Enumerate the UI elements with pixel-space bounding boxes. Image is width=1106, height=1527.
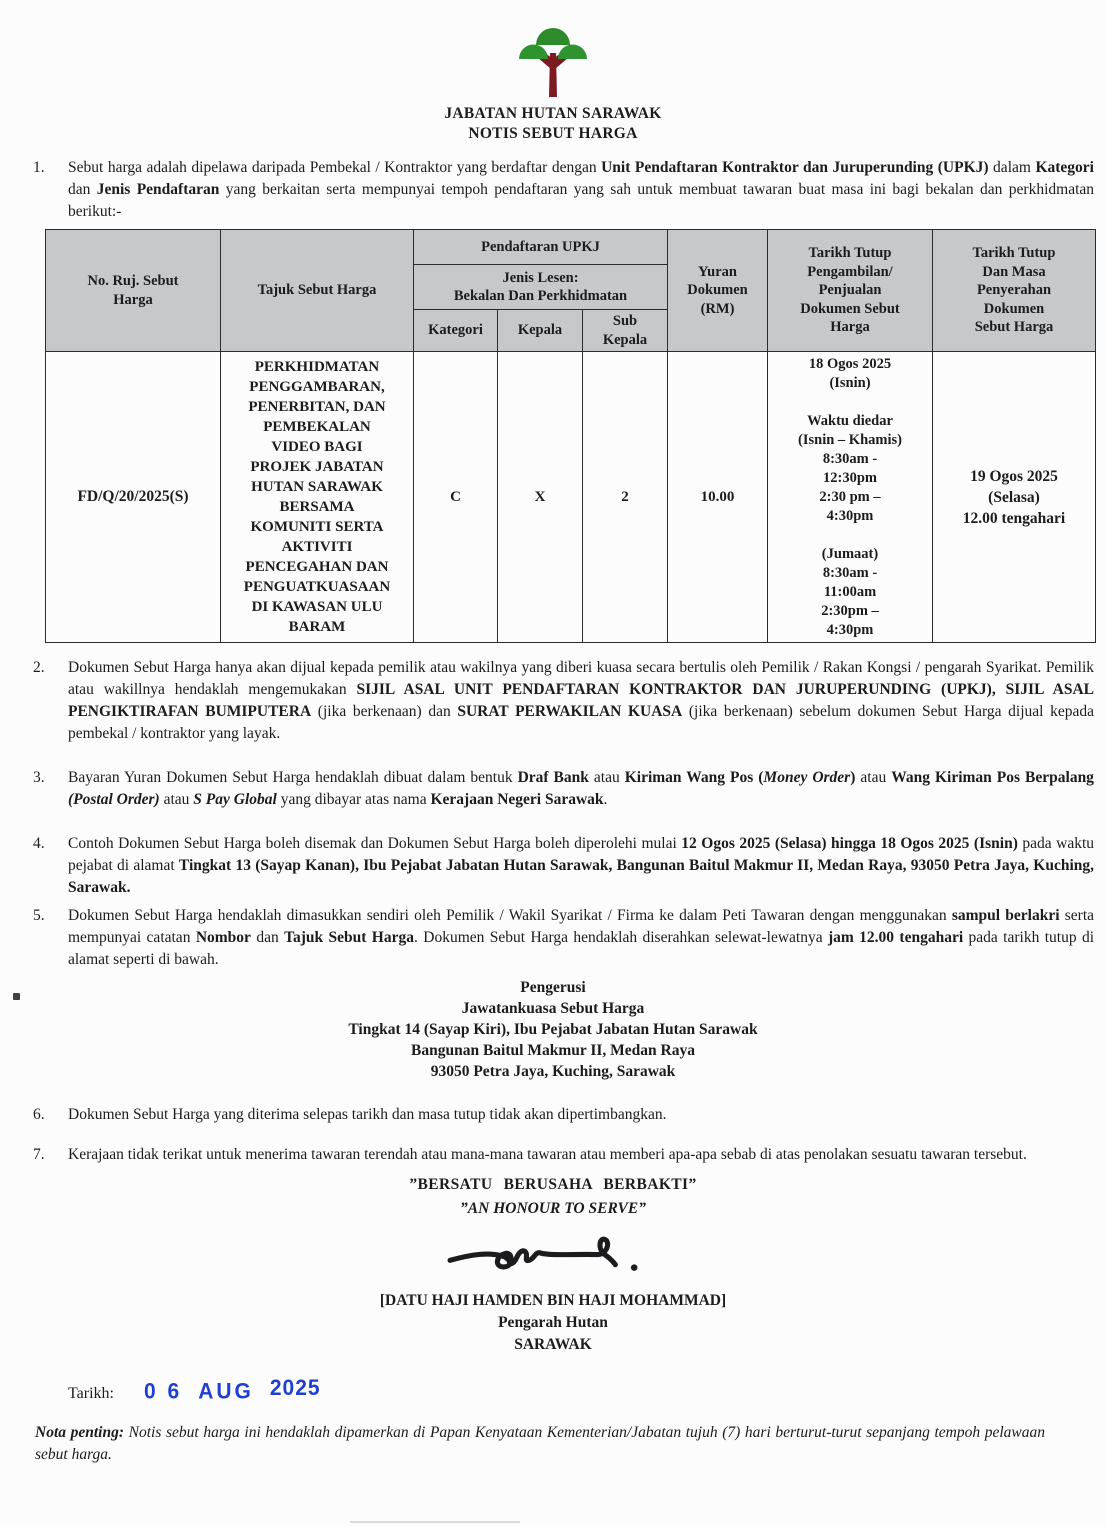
address-line: Tingkat 14 (Sayap Kiri), Ibu Pejabat Jabatan Hutan Sarawak <box>348 1021 758 1038</box>
address-line: Bangunan Baitul Makmur II, Medan Raya <box>411 1042 695 1059</box>
address-line: Jawatankuasa Sebut Harga <box>461 1000 645 1017</box>
stamp-day: 0 6 <box>143 1379 183 1404</box>
item-number: 5. <box>33 907 45 924</box>
date-row <box>68 1376 1106 1404</box>
col-header-tutup-penyerahan: Tarikh Tutup Dan Masa Penyerahan Dokumen Sebut Harga <box>933 230 1096 352</box>
item-text: Dokumen Sebut Harga yang diterima selepas tarikh dan masa tutup tidak akan dipertimbangkan. <box>68 1106 667 1123</box>
item-number: 7. <box>33 1146 45 1163</box>
agency-logo <box>0 13 1106 102</box>
item-text: Bayaran Yuran Dokumen Sebut Harga hendaklah dibuat dalam bentuk Draf Bank atau Kiriman Wang Pos (Money Order) atau Wang Kiriman Pos Berpalang (Postal Order) atau S Pay Global yang dibayar atas nama Kerajaan Negeri Sarawak. <box>68 769 1094 808</box>
numbered-item-6 <box>33 1104 1094 1126</box>
signatory-region: SARAWAK <box>514 1336 592 1353</box>
item-text: Contoh Dokumen Sebut Harga boleh disemak dan Dokumen Sebut Harga boleh diperolehi mulai 12 Ogos 2025 (Selasa) hingga 18 Ogos 2025 (Isnin) pada waktu pejabat di alamat Tingkat 13 (Sayap Kanan), Ibu Pejabat Jabatan Hutan Sarawak, Bangunan Baitul Makmur II, Medan Raya, 93050 Petra Jaya, Kuching, Sarawak. <box>68 835 1095 896</box>
numbered-item-5 <box>33 905 1094 971</box>
doc-title: NOTIS SEBUT HARGA <box>468 124 638 142</box>
item-number: 1. <box>33 159 45 176</box>
item-number: 3. <box>33 769 45 786</box>
cell-tajuk: PERKHIDMATAN PENGGAMBARAN, PENERBITAN, DAN PEMBEKALAN VIDEO BAGI PROJEK JABATAN HUTAN SARAWAK BERSAMA KOMUNITI SERTA AKTIVITI PENCEGAHAN DAN PENGUATKUASAAN DI KAWASAN ULU BARAM <box>221 352 414 643</box>
item-text: Sebut harga adalah dipelawa daripada Pembekal / Kontraktor yang berdaftar dengan Unit Pendaftaran Kontraktor dan Juruperunding (UPKJ) dalam Kategori dan Jenis Pendaftaran yang berkaitan serta mempunyai tempoh pendaftaran yang sah untuk membuat tawaran buat masa ini bagi bekalan dan perkhidmatan berikut:- <box>68 159 1095 220</box>
cell-tutup-pengambilan: 18 Ogos 2025 (Isnin) Waktu diedar (Isnin – Khamis) 8:30am - 12:30pm 2:30 pm – 4:30pm (Jumaat) 8:30am - 11:00am 2:30pm – 4:30pm <box>768 352 933 643</box>
scan-artifact-line <box>350 1521 520 1523</box>
org-title: JABATAN HUTAN SARAWAK <box>444 105 662 122</box>
signatory-title: Pengarah Hutan <box>498 1314 608 1331</box>
item-text: Dokumen Sebut Harga hanya akan dijual kepada pemilik atau wakilnya yang diberi kuasa secara bertulis oleh Pemilik / Rakan Kongsi / pengarah Syarikat. Pemilik atau wakillnya hendaklah mengemukakan SIJIL ASAL UNIT PENDAFTARAN KONTRAKTOR DAN JURUPERUNDING (UPKJ), SIJIL ASAL PENGIKTIRAFAN BUMIPUTERA (jika berkenaan) dan SURAT PERWAKILAN KUASA (jika berkenaan) sebelum dokumen Sebut Harga dijual kepada pembekal / kontraktor yang layak. <box>68 659 1094 742</box>
date-stamp <box>143 1376 321 1404</box>
motto-english: ”AN HONOUR TO SERVE” <box>460 1200 646 1217</box>
col-header-no-ruj: No. Ruj. Sebut Harga <box>46 230 221 352</box>
cell-sub-kepala: 2 <box>583 352 668 643</box>
submission-address-block <box>0 977 1106 1082</box>
numbered-item-3 <box>33 767 1094 811</box>
address-line: Pengerusi <box>520 979 586 996</box>
cell-tutup-penyerahan: 19 Ogos 2025 (Selasa) 12.00 tengahari <box>933 352 1096 643</box>
col-header-kepala: Kepala <box>498 310 583 352</box>
item-number: 6. <box>33 1106 45 1123</box>
col-header-kategori: Kategori <box>414 310 498 352</box>
quotation-table <box>45 229 1096 643</box>
handwritten-signature-icon <box>408 1227 698 1285</box>
table-row <box>46 352 1096 643</box>
numbered-item-2 <box>33 657 1094 745</box>
stamp-year: 2025 <box>269 1376 321 1401</box>
motto-malay: ”BERSATU BERUSAHA BERBAKTI” <box>409 1176 697 1193</box>
cell-kategori: C <box>414 352 498 643</box>
numbered-item-7 <box>33 1144 1094 1166</box>
address-line: 93050 Petra Jaya, Kuching, Sarawak <box>430 1063 676 1080</box>
col-header-tajuk: Tajuk Sebut Harga <box>221 230 414 352</box>
scan-artifact-mark <box>13 993 20 1000</box>
signature <box>0 1227 1106 1290</box>
col-header-yuran: Yuran Dokumen (RM) <box>668 230 768 352</box>
col-header-tutup-pengambilan: Tarikh Tutup Pengambilan/ Penjualan Dokumen Sebut Harga <box>768 230 933 352</box>
item-text: Kerajaan tidak terikat untuk menerima tawaran terendah atau mana-mana tawaran atau memberi apa-apa sebab di atas penolakan sesuatu tawaran tersebut. <box>68 1146 1027 1163</box>
item-number: 2. <box>33 659 45 676</box>
cell-yuran: 10.00 <box>668 352 768 643</box>
date-label: Tarikh: <box>68 1385 114 1402</box>
col-header-upkj-group: Pendaftaran UPKJ <box>414 230 668 265</box>
tree-logo-icon <box>518 13 588 97</box>
col-header-sub-kepala: Sub Kepala <box>583 310 668 352</box>
stamp-month: AUG <box>198 1379 254 1404</box>
col-header-jenis-lesen: Jenis Lesen: Bekalan Dan Perkhidmatan <box>414 265 668 310</box>
signatory-name: [DATU HAJI HAMDEN BIN HAJI MOHAMMAD] <box>379 1292 727 1309</box>
cell-kepala: X <box>498 352 583 643</box>
important-note: Nota penting: Notis sebut harga ini hendaklah dipamerkan di Papan Kenyataan Kementerian/Jabatan tujuh (7) hari berturut-turut sepanjang tempoh pelawaan sebut harga. <box>35 1424 1046 1463</box>
item-text: Dokumen Sebut Harga hendaklah dimasukkan sendiri oleh Pemilik / Wakil Syarikat / Firma ke dalam Peti Tawaran dengan menggunakan sampul berlakri serta mempunyai catatan Nombor dan Tajuk Sebut Harga. Dokumen Sebut Harga hendaklah diserahkan selewat-lewatnya jam 12.00 tengahari pada tarikh tutup di alamat seperti di bawah. <box>68 907 1095 968</box>
numbered-item-1 <box>33 157 1094 223</box>
item-number: 4. <box>33 835 45 852</box>
cell-no-ruj: FD/Q/20/2025(S) <box>46 352 221 643</box>
numbered-item-4 <box>33 833 1094 899</box>
